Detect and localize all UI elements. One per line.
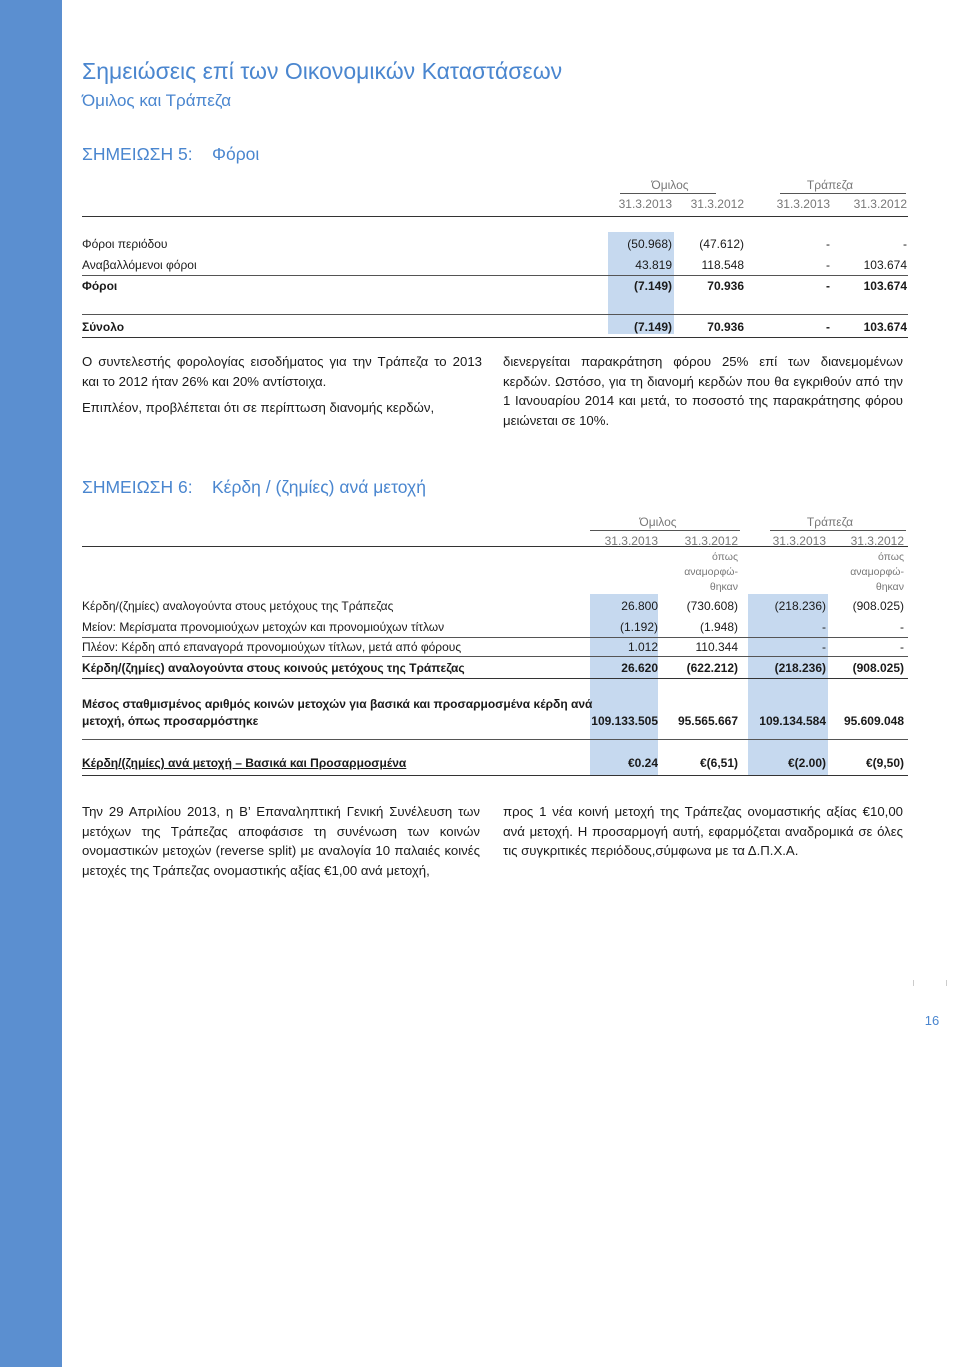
note5-row-label: Αναβαλλόμενοι φόροι	[82, 258, 197, 272]
note5-row-value: (50.968)	[627, 237, 672, 251]
note5-row-value: 70.936	[707, 279, 744, 293]
note5-header-rule	[82, 216, 908, 217]
note6-shares-label: μετοχή, όπως προσαρμόστηκε	[82, 714, 259, 728]
note6-text-right: προς 1 νέα κοινή μετοχή της Τράπεζας ονομαστικής αξίας €10,00 ανά μετοχή. Η προσαρμογή αυτή, εφαρμόζεται αναδρομικά σε όλες τις συγκριτικές περιόδους,σύμφωνα με τα Δ.Π.Χ.Α.	[503, 804, 903, 858]
total-rule	[82, 337, 908, 338]
note6-eps-value: €(6,51)	[699, 756, 738, 770]
note5-text-left-1: Ο συντελεστής φορολογίας εισοδήματος για την Τράπεζα το 2013 και το 2012 ήταν 26% και 20% αντίστοιχα.	[82, 354, 482, 389]
note6-total-value: 26.620	[621, 661, 658, 675]
note6-restated-label: όπως	[711, 551, 738, 563]
note6-row-value: (1.948)	[699, 620, 738, 634]
note6-row-value: -	[900, 620, 904, 634]
note5-row-value: (7.149)	[633, 279, 672, 293]
note6-restated-label: όπως	[877, 551, 904, 563]
note5-text-left-2: Επιπλέον, προβλέπεται ότι σε περίπτωση διανομής κερδών,	[82, 400, 435, 415]
note6-row-value: -	[822, 640, 826, 654]
note5-row-value: -	[826, 279, 830, 293]
row-divider	[82, 275, 908, 276]
note6-text-left: Την 29 Απριλίου 2013, η Β’ Επαναληπτική Γενική Συνέλευση των μετόχων της Τράπεζας αποφάσισε τη συνένωση των κοινών ονομαστικών μετοχών (reverse split) με αναλογία 10 παλαιές κοινές μετοχές της Τράπεζας ονομαστικής αξίας €1,00 ανά μετοχή,	[82, 804, 480, 878]
note5-row-value: -	[826, 258, 830, 272]
note6-date-1: 31.3.2013	[604, 534, 658, 548]
note6-row-value: 110.344	[695, 640, 738, 654]
note6-shares-value: 95.609.048	[843, 714, 904, 728]
note6-restated-label: αναμορφώ-	[684, 566, 738, 578]
note5-group-rule	[620, 193, 716, 194]
note5-date-2: 31.3.2012	[690, 197, 744, 211]
note6-restated-label: θηκαν	[709, 581, 738, 593]
note5-row-value: -	[826, 237, 830, 251]
note6-number: ΣΗΜΕΙΩΣΗ 6:	[82, 477, 193, 497]
note6-header-rule	[82, 546, 908, 547]
note5-total-label: Σύνολο	[82, 320, 125, 334]
note6-date-3: 31.3.2013	[772, 534, 826, 548]
page-subtitle: Όμιλος και Τράπεζα	[82, 91, 232, 110]
note6-shares-value: 109.134.584	[759, 714, 826, 728]
row-divider	[82, 739, 908, 740]
note5-group-label: Όμιλος	[651, 178, 689, 192]
note5-total-value: -	[826, 320, 830, 334]
note6-total-label: Κέρδη/(ζημίες) αναλογούντα στους κοινούς μετόχους της Τράπεζας	[82, 661, 465, 675]
note5-row-value: -	[903, 237, 907, 251]
note6-row-value: (908.025)	[852, 599, 904, 613]
note6-restated-label: θηκαν	[875, 581, 904, 593]
note5-total-value: (7.149)	[633, 320, 672, 334]
total-rule	[82, 775, 908, 776]
note6-row-value: -	[822, 620, 826, 634]
note6-row-value: 1.012	[627, 640, 658, 654]
page-number-box	[913, 980, 947, 986]
note6-total-value: (908.025)	[852, 661, 904, 675]
note6-group-label: Όμιλος	[639, 515, 677, 529]
row-divider	[82, 314, 908, 315]
page-title: Σημειώσεις επί των Οικονομικών Καταστάσεων	[82, 58, 563, 84]
note5-text-right: διενεργείται παρακράτηση φόρου 25% επί των διανεμομένων κερδών. Ωστόσο, για τη διανομή κερδών που θα εγκριθούν από την 1 Ιανουαρίου 2014 και μετά, το ποσοστό της παρακράτησης φόρου μειώνεται σε 10%.	[503, 354, 903, 428]
note6-eps-label: Κέρδη/(ζημίες) ανά μετοχή – Βασικά και Προσαρμοσμένα	[82, 756, 407, 770]
note6-row-label: Μείον: Μερίσματα προνομιούχων μετοχών και προνομιούχων τίτλων	[82, 620, 445, 634]
note5-total-value: 70.936	[707, 320, 744, 334]
note6-group-rule	[590, 530, 740, 531]
note5-number: ΣΗΜΕΙΩΣΗ 5:	[82, 144, 193, 164]
note6-row-value: (218.236)	[774, 599, 826, 613]
row-divider	[82, 637, 908, 638]
note6-bank-label: Τράπεζα	[806, 515, 854, 529]
note6-row-label: Κέρδη/(ζημίες) αναλογούντα στους μετόχους της Τράπεζας	[82, 599, 394, 613]
note6-total-value: (622.212)	[686, 661, 738, 675]
note5-total-value: 103.674	[863, 320, 907, 334]
note6-restated-label: αναμορφώ-	[850, 566, 904, 578]
note5-date-4: 31.3.2012	[853, 197, 907, 211]
note5-row-value: (47.612)	[699, 237, 744, 251]
page-number: 16	[924, 1013, 940, 1028]
note5-row-value: 43.819	[635, 258, 672, 272]
sidebar-band	[0, 0, 62, 1367]
note6-row-value: (1.192)	[619, 620, 658, 634]
note6-eps-value: €0.24	[627, 756, 658, 770]
note5-bank-label: Τράπεζα	[806, 178, 854, 192]
note6-eps-value: €(9,50)	[865, 756, 904, 770]
note6-date-2: 31.3.2012	[684, 534, 738, 548]
note5-date-1: 31.3.2013	[618, 197, 672, 211]
note6-row-value: 26.800	[621, 599, 658, 613]
note6-eps-value: €(2.00)	[787, 756, 826, 770]
note5-row-label: Φόροι	[82, 279, 118, 293]
note5-date-3: 31.3.2013	[776, 197, 830, 211]
note6-row-value: -	[900, 640, 904, 654]
note6-heading	[82, 477, 426, 498]
note6-shares-value: 109.133.505	[591, 714, 658, 728]
note5-row-value: 103.674	[863, 258, 907, 272]
note5-bank-rule	[780, 193, 906, 194]
note6-title: Κέρδη / (ζημίες) ανά μετοχή	[212, 477, 426, 497]
note6-bank-rule	[770, 530, 906, 531]
note5-heading	[82, 144, 259, 165]
note6-row-value: (730.608)	[686, 599, 738, 613]
row-divider	[82, 656, 908, 657]
note6-shares-value: 95.565.667	[677, 714, 738, 728]
total-rule	[82, 678, 908, 679]
note5-row-value: 118.548	[701, 258, 744, 272]
note6-total-value: (218.236)	[774, 661, 826, 675]
note5-row-label: Φόροι περιόδου	[82, 237, 168, 251]
note5-title: Φόροι	[212, 144, 260, 164]
note6-date-4: 31.3.2012	[850, 534, 904, 548]
note6-shares-label: Μέσος σταθμισμένος αριθμός κοινών μετοχών για βασικά και προσαρμοσμένα κέρδη ανά	[82, 697, 593, 711]
note6-row-label: Πλέον: Κέρδη από επαναγορά προνομιούχων τίτλων, μετά από φόρους	[82, 640, 462, 654]
note5-row-value: 103.674	[863, 279, 907, 293]
